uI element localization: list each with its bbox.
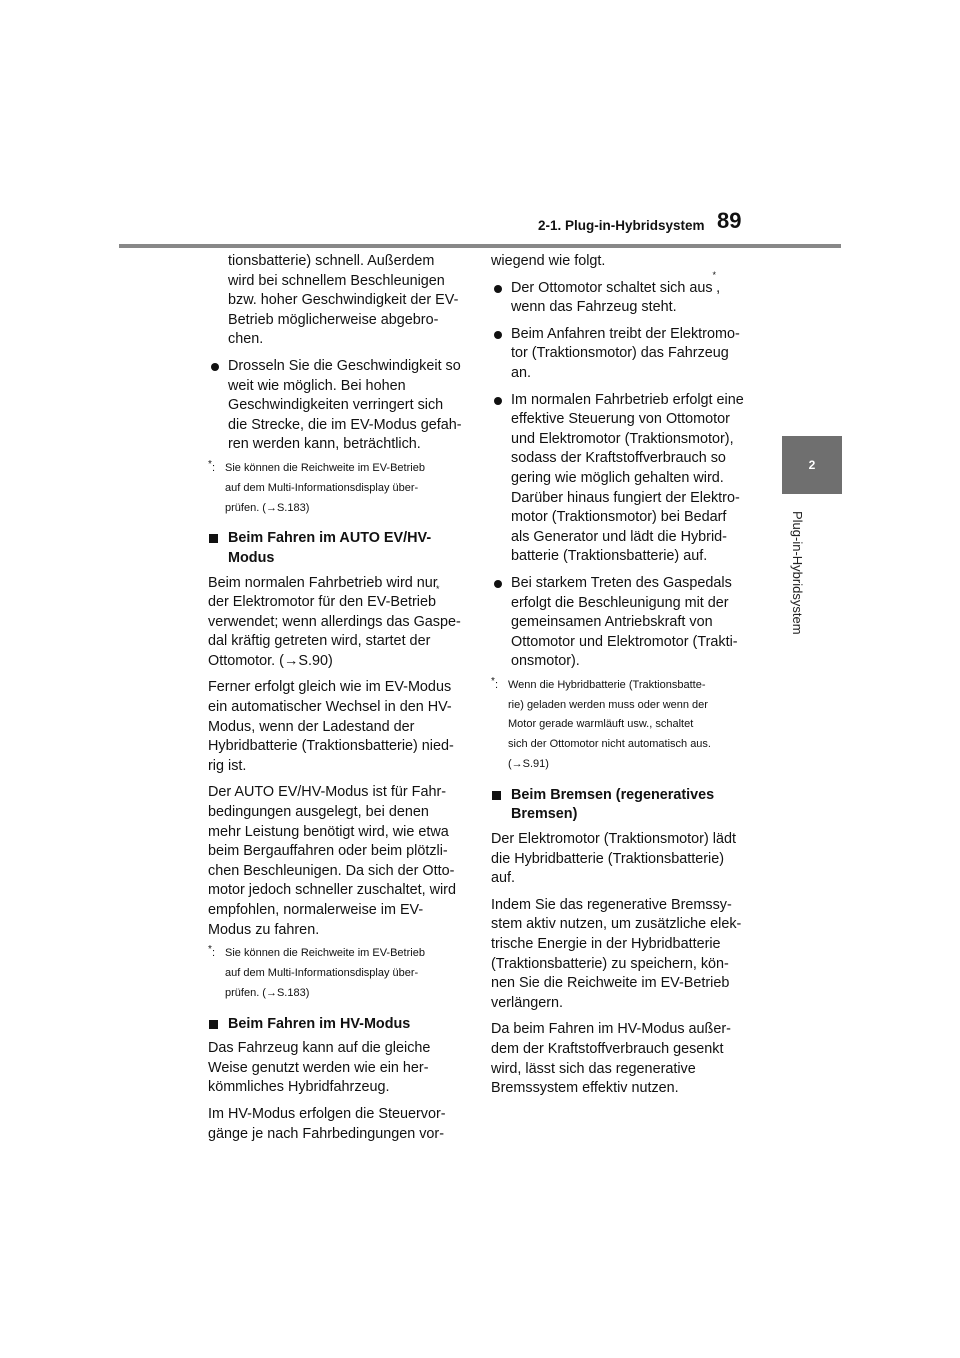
text-line: Indem Sie das regenerative Bremssy-	[491, 896, 732, 913]
text-line: die Hybridbatterie (Traktionsbatterie)	[491, 850, 725, 867]
text-line: Weise genutzt werden wie ein her-	[208, 1059, 429, 1076]
paragraph	[491, 830, 749, 889]
text-line: trische Energie in der Hybridbatterie	[491, 936, 721, 953]
footnote-line: Sie können die Reichweite im EV-Betrieb	[225, 461, 425, 474]
continuation-paragraph	[208, 252, 466, 350]
text-line: Da beim Fahren im HV-Modus außer-	[491, 1021, 731, 1038]
text-line: nen Sie die Reichweite im EV-Betrieb	[491, 975, 730, 992]
text-line: wiegend wie folgt.	[491, 253, 606, 269]
text-line: Ferner erfolgt gleich wie im EV-Modus	[208, 679, 452, 696]
footnote-line: auf dem Multi-Informationsdisplay über-	[225, 967, 419, 979]
footnote-asterisk: *	[208, 458, 212, 470]
text-line: weit wie möglich. Bei hohen	[228, 377, 406, 394]
text-line: motor (Traktionsmotor) bei Bedarf	[511, 509, 727, 526]
text-line: onsmotor).	[511, 653, 580, 670]
footnote	[208, 459, 466, 518]
continuation-paragraph	[491, 252, 749, 272]
text-line: gänge je nach Fahrbedingungen vor-	[208, 1125, 445, 1142]
text-line: beim Bergauffahren oder beim plötzli-	[208, 843, 448, 860]
text-line: Ottomotor und Elektromotor (Trakti-	[511, 633, 738, 650]
text-line: Modus, wenn der Ladestand der	[208, 718, 415, 735]
text-line: ren werden kann, beträchtlich.	[228, 436, 421, 453]
text-line: Beim Anfahren treibt der Elektromo-	[511, 325, 740, 342]
bullet-item	[491, 325, 749, 384]
text-line: chen Beschleunigen. Da sich der Otto-	[208, 862, 455, 879]
footnote-line: sich der Ottomotor nicht automatisch aus.	[508, 738, 711, 751]
footnote-marker: *	[435, 584, 440, 595]
footnote	[208, 944, 466, 1003]
footnote-colon: :	[212, 461, 216, 474]
text-line: Hybridbatterie (Traktionsbatterie) nied-	[208, 738, 454, 755]
footnote-colon: :	[212, 947, 216, 960]
paragraph	[208, 783, 466, 940]
text-line: auf.	[491, 870, 516, 887]
text-line: Drosseln Sie die Geschwindigkeit so	[228, 357, 461, 374]
page-number: 89	[717, 208, 742, 233]
section-title: 2-1. Plug-in-Hybridsystem	[538, 218, 705, 233]
text-line: Bei starkem Treten des Gaspedals	[511, 574, 732, 591]
text-line: an.	[511, 364, 532, 381]
text-line: Betrieb möglicherweise abgebro-	[228, 311, 439, 328]
text-line: Geschwindigkeiten verringert sich	[228, 397, 444, 414]
text-line: und Elektromotor (Traktionsmotor),	[511, 430, 734, 447]
heading-line: Bremsen)	[511, 806, 578, 823]
section-heading	[491, 786, 749, 825]
text-line: rig ist.	[208, 757, 247, 774]
text-line: tor (Traktionsmotor) das Fahrzeug	[511, 345, 729, 362]
text-line: dem der Kraftstoffverbrauch gesenkt	[491, 1040, 724, 1057]
text-line: Der Elektromotor (Traktionsmotor) lädt	[491, 831, 736, 848]
text-line: (Traktionsbatterie) zu speichern, kön-	[491, 955, 729, 972]
text-line: tionsbatterie) schnell. Außerdem	[228, 253, 435, 269]
text-line: die Strecke, die im EV-Modus gefah-	[228, 416, 462, 433]
footnote-line: prüfen. (→S.183)	[225, 501, 310, 514]
page-reference[interactable]: Ottomotor. (→S.90)	[208, 652, 333, 669]
text-line: Modus zu fahren.	[208, 921, 320, 938]
text-line: batterie (Traktionsbatterie) auf.	[511, 548, 708, 565]
footnote	[491, 676, 749, 775]
text-line: ein automatischer Wechsel in den HV-	[208, 699, 452, 716]
footnote-line: rie) geladen werden muss oder wenn der	[508, 698, 708, 711]
text-line: verlängern.	[491, 994, 563, 1011]
section-heading	[208, 1015, 466, 1035]
footnote-colon: :	[495, 678, 499, 691]
text-line: empfohlen, normalerweise im EV-	[208, 902, 424, 919]
bullet-item	[491, 574, 749, 672]
text-line: erfolgt die Beschleunigung mit der	[511, 594, 729, 611]
paragraph	[208, 1105, 466, 1144]
text-line: Im normalen Fahrbetrieb erfolgt eine	[511, 391, 744, 408]
text-line: gemeinsamen Antriebskraft von	[511, 614, 713, 631]
left-column	[208, 252, 466, 1151]
text-line: Darüber hinaus fungiert der Elektro-	[511, 489, 740, 506]
text-line: Der AUTO EV/HV-Modus ist für Fahr-	[208, 784, 447, 801]
bullet-item	[491, 391, 749, 567]
paragraph	[208, 678, 466, 776]
footnote-line: Sie können die Reichweite im EV-Betrieb	[225, 947, 425, 960]
text-line: verwendet; wenn allerdings das Gaspe-	[208, 613, 461, 630]
text-line: chen.	[228, 331, 264, 348]
text-line: Im HV-Modus erfolgen die Steuervor-	[208, 1105, 446, 1122]
right-column	[491, 252, 749, 1106]
footnote-line: prüfen. (→S.183)	[225, 986, 310, 999]
chapter-tab: 2	[782, 436, 842, 494]
text-line: stem aktiv nutzen, um zusätzliche elek-	[491, 916, 742, 933]
paragraph	[491, 1020, 749, 1098]
bullet-item	[491, 269, 749, 318]
text-punctuation: ,	[716, 279, 721, 296]
text-line: wenn das Fahrzeug steht.	[511, 299, 677, 316]
text-line: Der Ottomotor schaltet sich aus	[511, 279, 713, 296]
heading-line: Beim Fahren im AUTO EV/HV-	[228, 530, 432, 547]
text-line: sodass der Kraftstoffverbrauch so	[511, 450, 726, 467]
footnote-marker: *	[712, 269, 717, 280]
chapter-label: Plug-in-Hybridsystem	[790, 511, 805, 635]
text-line: mehr Leistung benötigt wird, wie etwa	[208, 823, 449, 840]
text-line: bedingungen ausgelegt, bei denen	[208, 804, 429, 821]
heading-line: Beim Fahren im HV-Modus	[228, 1015, 411, 1032]
paragraph	[208, 1039, 466, 1098]
text-line: gering wie möglich gehalten wird.	[511, 469, 724, 486]
text-line: dal kräftig getreten wird, startet der	[208, 633, 431, 650]
text-line: wird, lässt sich das regenerative	[491, 1060, 696, 1077]
text-line: als Generator und lädt die Hybrid-	[511, 528, 727, 545]
text-line: kömmliches Hybridfahrzeug.	[208, 1079, 390, 1096]
footnote-line: Wenn die Hybridbatterie (Traktionsbatte-	[508, 678, 706, 691]
text-line: bzw. hoher Geschwindigkeit der EV-	[228, 292, 459, 309]
text-line: Das Fahrzeug kann auf die gleiche	[208, 1040, 431, 1057]
bullet-item	[208, 357, 466, 455]
text-line: Beim normalen Fahrbetrieb wird nur	[208, 574, 438, 591]
text-line: wird bei schnellem Beschleunigen	[228, 272, 445, 289]
header-divider	[119, 244, 841, 248]
footnote-asterisk: *	[491, 675, 495, 687]
text-line: effektive Steuerung von Ottomotor	[511, 411, 730, 428]
text-line: der Elektromotor für den EV-Betrieb	[208, 594, 436, 611]
heading-line: Beim Bremsen (regeneratives	[511, 786, 715, 803]
footnote-line: Motor gerade warmläuft usw., schaltet	[508, 718, 694, 731]
text-line: Bremssystem effektiv nutzen.	[491, 1080, 679, 1097]
paragraph	[491, 896, 749, 1014]
text-line: motor jedoch schneller zuschaltet, wird	[208, 882, 456, 899]
section-heading	[208, 529, 466, 568]
footnote-asterisk: *	[208, 944, 212, 956]
footnote-line: auf dem Multi-Informationsdisplay über-	[225, 481, 419, 494]
page-reference[interactable]: (→S.91)	[508, 758, 549, 771]
heading-line: Modus	[228, 549, 275, 566]
paragraph	[208, 574, 466, 672]
